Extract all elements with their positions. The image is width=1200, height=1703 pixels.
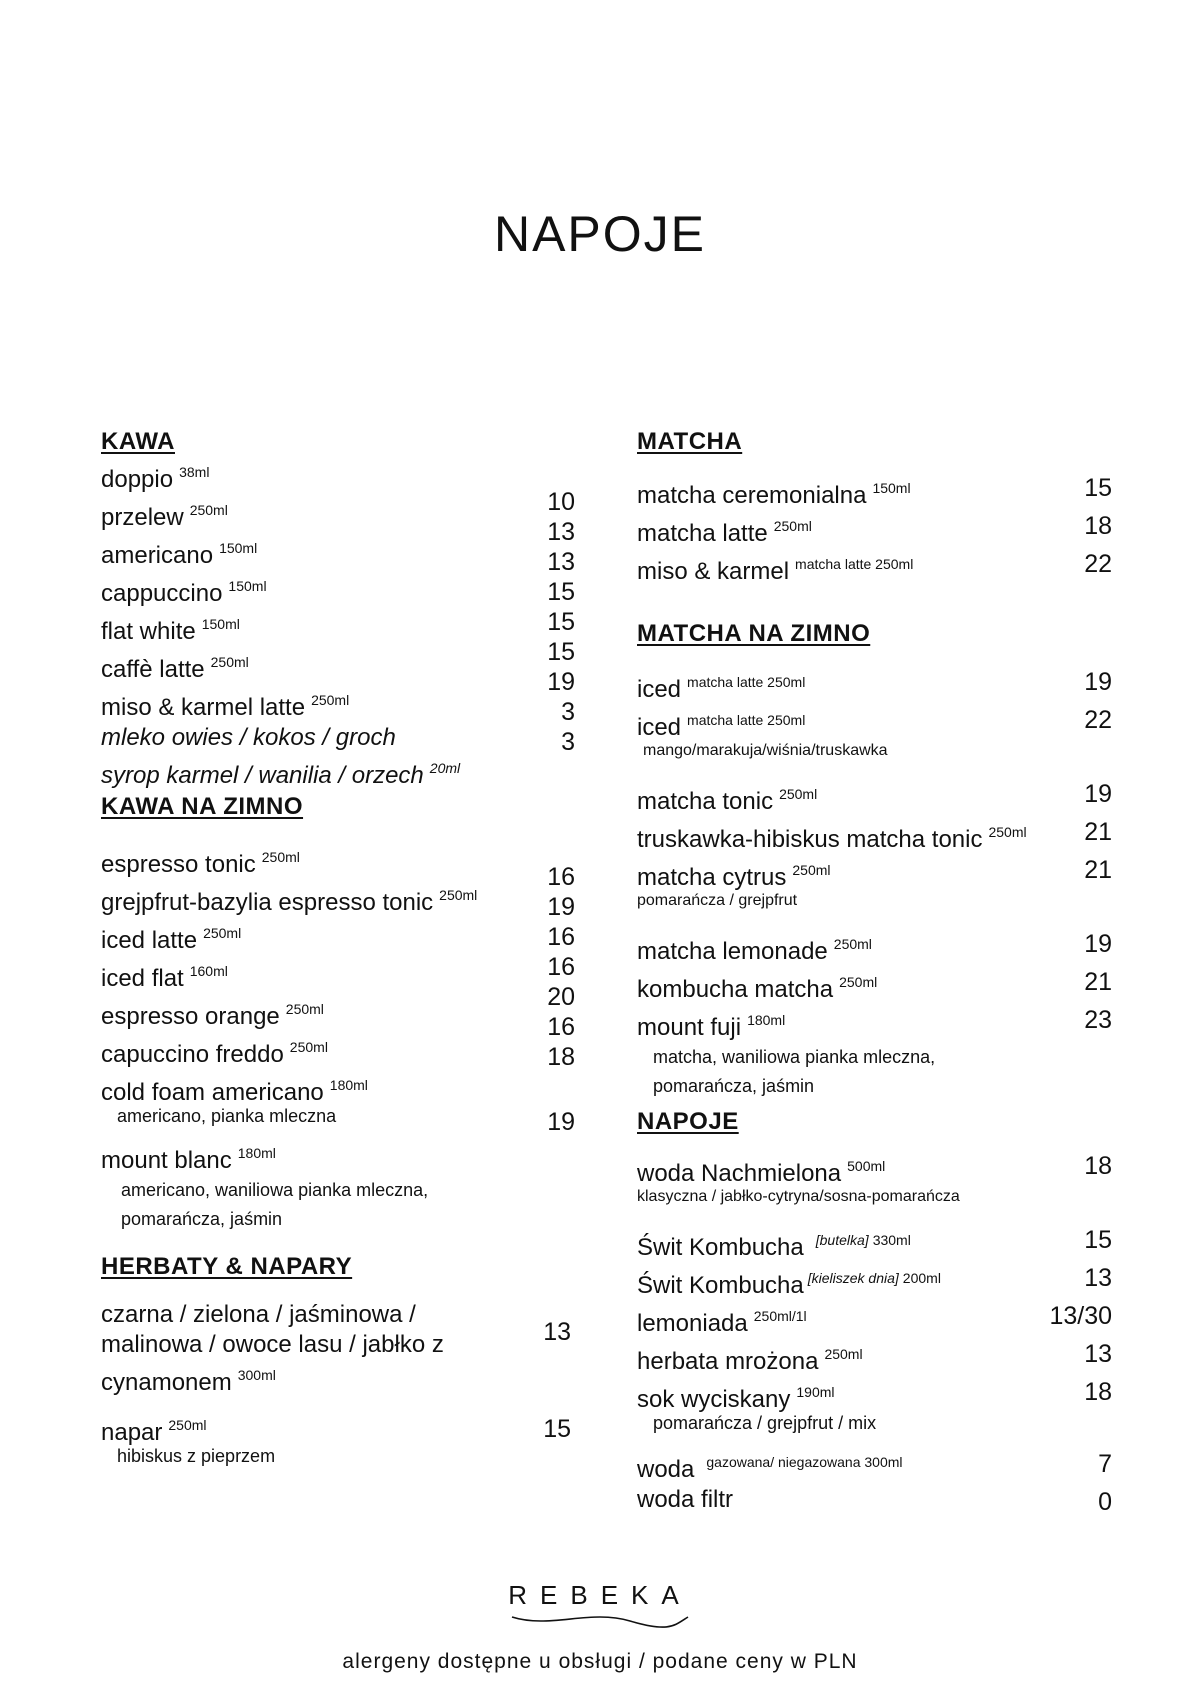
menu-item: truskawka-hibiskus matcha tonic $^{250ml}$ 21 [637, 818, 1112, 853]
section-title-matcha: MATCHA [637, 428, 743, 455]
price: 19 [1084, 930, 1112, 958]
price: 15 [543, 1415, 571, 1443]
menu-item: mount blanc $^{180ml}$ [101, 1145, 276, 1174]
section-napoje [637, 1107, 1112, 1515]
price: 19 [547, 893, 575, 921]
menu-item: miso & karmel latte $^{250ml}$ [101, 692, 350, 721]
item-description: pomarańcza / grejpfrut [637, 892, 798, 909]
price: 21 [1084, 856, 1112, 884]
price: 13 [1084, 1264, 1112, 1292]
menu-item: americano $^{150ml}$ [101, 540, 258, 569]
menu-item: napar $^{250ml}$ hibiskus z pieprzem [101, 1410, 571, 1466]
menu-item: miso & karmel $^{matcha latte 250ml}$ 22 [637, 550, 1112, 585]
price: 16 [547, 863, 575, 891]
menu-item: iced $^{matcha latte 250ml}$ 19 [637, 668, 1112, 703]
menu-item: matcha cytrus $^{250ml}$ 21 pomarańcza / grejpfrut [637, 856, 1112, 909]
menu-item: flat white $^{150ml}$ [101, 616, 240, 645]
price: 22 [1084, 706, 1112, 734]
price: 16 [547, 923, 575, 951]
menu-item: kombucha matcha $^{250ml}$ 21 [637, 968, 1112, 1003]
item-description: hibiskus z pieprzem [117, 1446, 276, 1466]
menu-item: syrop karmel / wanilia / orzech $^{20ml}$ [101, 760, 461, 789]
menu-item: przelew $^{250ml}$ [101, 502, 228, 531]
price: 16 [547, 1013, 575, 1041]
section-title-kawa-na-zimno: KAWA NA ZIMNO [101, 793, 304, 820]
item-description: klasyczna / jabłko-cytryna/sosna-pomarańcza [637, 1188, 960, 1205]
price: 18 [547, 1043, 575, 1071]
price: 16 [547, 953, 575, 981]
menu-item: matcha latte $^{250ml}$ 18 [637, 512, 1112, 547]
section-title-matcha-na-zimno: MATCHA NA ZIMNO [637, 620, 871, 647]
section-title-napoje: NAPOJE [637, 1108, 739, 1135]
menu-item: sok wyciskany $^{190ml}$ 18 pomarańcza / grejpfrut / mix [637, 1378, 1112, 1433]
price: 3 [561, 728, 575, 756]
menu-item: matcha ceremonialna $^{150ml}$ 15 [637, 474, 1112, 509]
price: 18 [1084, 1378, 1112, 1406]
menu-item: espresso orange $^{250ml}$ [101, 1001, 324, 1030]
price: 18 [1084, 1152, 1112, 1180]
price: 0 [1098, 1488, 1112, 1516]
menu-item: caffè latte $^{250ml}$ [101, 654, 249, 683]
price: 19 [1084, 668, 1112, 696]
price: 21 [1084, 818, 1112, 846]
menu-item: iced $^{matcha latte 250ml}$ 22 mango/marakuja/wiśnia/truskawka [637, 706, 1112, 759]
price: 23 [1084, 1006, 1112, 1034]
item-description: matcha, waniliowa pianka mleczna, [653, 1047, 936, 1067]
menu-item: mleko owies / kokos / groch [101, 724, 396, 751]
item-description: pomarańcza / grejpfrut / mix [653, 1413, 877, 1433]
price: 3 [561, 698, 575, 726]
item-description: pomarańcza, jaśmin [653, 1076, 815, 1096]
menu-item: woda filtr 0 [637, 1486, 1112, 1516]
logo-wave-icon [510, 1611, 690, 1631]
price: 13 [1084, 1340, 1112, 1368]
price: 21 [1084, 968, 1112, 996]
price: 20 [547, 983, 575, 1011]
menu-item: doppio $^{38ml}$ [101, 464, 210, 493]
menu-item: cynamonem $^{300ml}$ [101, 1367, 276, 1396]
menu-item: herbata mrożona $^{250ml}$ 13 [637, 1340, 1112, 1375]
price: 13 [547, 518, 575, 546]
menu-item: woda $^{gazowana/ niegazowana 300ml}$ 7 [637, 1450, 1112, 1483]
menu-item: iced flat $^{160ml}$ [101, 963, 228, 992]
price: 7 [1098, 1450, 1112, 1478]
left-column [101, 428, 575, 1466]
menu-item: Świt Kombucha [butelka] $^{330ml}$ 15 [637, 1226, 1112, 1261]
section-kawa [101, 427, 575, 791]
price: 13/30 [1049, 1302, 1112, 1330]
menu-item: malinowa / owoce lasu / jabłko z [101, 1331, 444, 1358]
item-description: mango/marakuja/wiśnia/truskawka [643, 742, 888, 759]
price: 18 [1084, 512, 1112, 540]
price: 19 [547, 668, 575, 696]
price: 15 [1084, 1226, 1112, 1254]
section-matcha [637, 427, 1112, 587]
menu-item: cappuccino $^{150ml}$ [101, 578, 267, 607]
menu-item: matcha tonic $^{250ml}$ 19 [637, 780, 1112, 815]
menu-item: cold foam americano $^{180ml}$ americano, pianka mleczna [101, 1070, 571, 1126]
item-description: pomarańcza, jaśmin [121, 1209, 283, 1229]
menu-item: grejpfrut-bazylia espresso tonic $^{250ml}$ [101, 887, 478, 916]
price: 15 [547, 578, 575, 606]
price: 13 [547, 548, 575, 576]
menu-item: mount fuji $^{180ml}$ 23 [637, 1006, 1112, 1041]
price: 13 [543, 1318, 571, 1346]
price: 22 [1084, 550, 1112, 578]
section-herbaty [101, 1252, 571, 1466]
price: 19 [547, 1108, 575, 1136]
menu-item: espresso tonic $^{250ml}$ [101, 849, 300, 878]
section-title-kawa: KAWA [101, 428, 175, 455]
section-matcha-na-zimno [637, 619, 1112, 1101]
menu-item: czarna / zielona / jaśminowa / [101, 1301, 416, 1328]
section-title-herbaty: HERBATY & NAPARY [101, 1253, 353, 1280]
price: 10 [547, 488, 575, 516]
menu-title: NAPOJE [493, 206, 707, 262]
price: 15 [547, 638, 575, 666]
menu-item: capuccino freddo $^{250ml}$ [101, 1039, 328, 1068]
price: 15 [1084, 474, 1112, 502]
menu-item: matcha lemonade $^{250ml}$ 19 [637, 930, 1112, 965]
menu-item: woda Nachmielona $^{500ml}$ 18 klasyczna / jabłko-cytryna/sosna-pomarańcza [637, 1152, 1112, 1205]
footer-note: alergeny dostępne u obsługi / podane ceny w PLN [342, 1650, 858, 1673]
item-description: americano, pianka mleczna [117, 1106, 337, 1126]
price: 19 [1084, 780, 1112, 808]
price: 15 [547, 608, 575, 636]
item-description: americano, waniliowa pianka mleczna, [121, 1180, 429, 1200]
menu-item: lemoniada $^{250ml/1l}$ 13/30 [637, 1302, 1112, 1337]
menu-item: Świt Kombucha [kieliszek dnia] $^{200ml}$ 13 [637, 1264, 1112, 1299]
menu-item: iced latte $^{250ml}$ [101, 925, 242, 954]
section-kawa-na-zimno [101, 792, 575, 1234]
logo-text: REBEKA [508, 1580, 692, 1610]
logo [0, 1580, 1200, 1631]
